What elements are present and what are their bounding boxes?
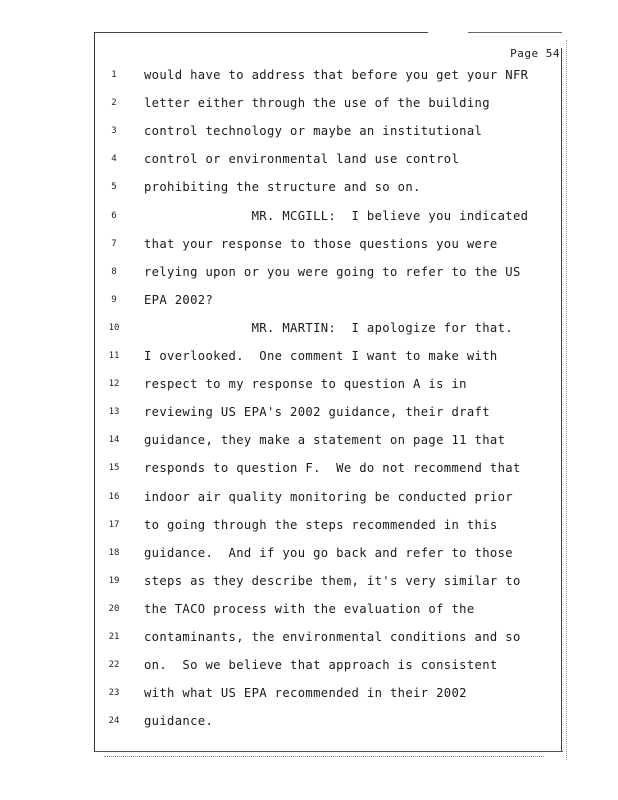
line-number: 23 — [108, 688, 120, 699]
line-number: 7 — [111, 238, 117, 249]
line-number: 22 — [108, 660, 120, 671]
line-number: 5 — [111, 182, 117, 193]
transcript-line: would have to address that before you get your NFR — [144, 68, 529, 82]
line-number: 16 — [108, 491, 120, 502]
line-number: 10 — [108, 322, 120, 333]
transcript-line: EPA 2002? — [144, 292, 214, 307]
line-number: 6 — [111, 210, 117, 221]
transcript-line: MR. MCGILL: I believe you indicated — [144, 208, 529, 223]
transcript-line: on. So we believe that approach is consistent — [144, 658, 498, 673]
line-number: 14 — [108, 435, 120, 446]
transcript-line: reviewing US EPA's 2002 guidance, their draft — [144, 405, 490, 420]
transcript-line: MR. MARTIN: I apologize for that. — [144, 320, 513, 335]
line-number: 4 — [111, 154, 117, 165]
line-number: 15 — [108, 463, 120, 474]
transcript-line: guidance, they make a statement on page 11 that — [144, 433, 506, 448]
line-number: 19 — [108, 575, 120, 586]
line-number: 24 — [108, 716, 120, 727]
transcript-line: guidance. And if you go back and refer to those — [144, 545, 513, 560]
line-number: 13 — [108, 407, 120, 418]
transcript-line: the TACO process with the evaluation of the — [144, 601, 475, 616]
line-number: 9 — [111, 294, 117, 305]
line-number: 18 — [108, 547, 120, 558]
transcript-line: letter either through the use of the building — [144, 96, 490, 111]
transcript-line: steps as they describe them, it's very similar to — [144, 573, 521, 588]
line-number: 3 — [111, 126, 117, 137]
transcript-line: I overlooked. One comment I want to make with — [144, 349, 498, 363]
transcript-line: to going through the steps recommended in this — [144, 517, 498, 532]
scan-edge-dots — [566, 40, 567, 760]
line-number: 17 — [108, 519, 120, 530]
transcript-line: contaminants, the environmental conditions and so — [144, 630, 521, 644]
right-margin-rule — [561, 48, 562, 751]
transcript-line: prohibiting the structure and so on. — [144, 180, 421, 195]
transcript-line: guidance. — [144, 714, 214, 729]
transcript-line: respect to my response to question A is in — [144, 377, 467, 392]
transcript-line: that your response to those questions you were — [144, 236, 498, 251]
transcript-line: control technology or maybe an institutional — [144, 124, 483, 139]
page-frame — [94, 32, 563, 752]
bottom-scan-artifact — [104, 756, 544, 757]
line-number: 11 — [108, 351, 120, 361]
line-number: 12 — [108, 379, 120, 390]
line-number: 1 — [111, 70, 117, 80]
line-number: 2 — [111, 98, 117, 109]
transcript-line: control or environmental land use control — [144, 152, 460, 167]
line-number: 20 — [108, 603, 120, 614]
line-number: 21 — [108, 632, 120, 642]
transcript-line: indoor air quality monitoring be conducted prior — [144, 489, 513, 504]
transcript-line: with what US EPA recommended in their 2002 — [144, 686, 467, 701]
page-number: Page 54 — [510, 47, 560, 60]
transcript-line: relying upon or you were going to refer to the US — [144, 264, 521, 279]
transcript-line: responds to question F. We do not recommend that — [144, 461, 521, 476]
line-number: 8 — [111, 266, 117, 277]
